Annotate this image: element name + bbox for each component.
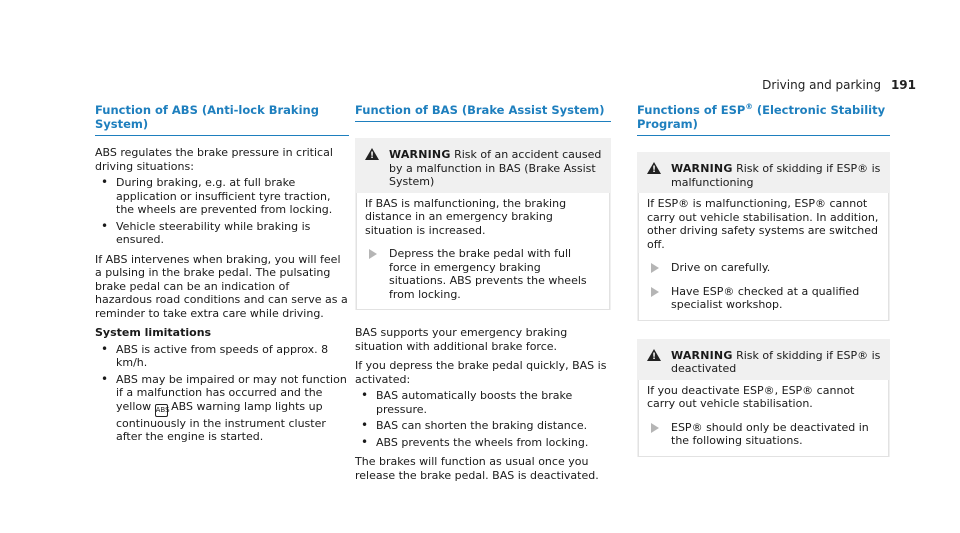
arrow-icon [651,423,659,433]
abs-bullets [95,176,349,247]
esp-title-b: (Electronic Stability Program) [637,103,886,131]
instruction-step [647,261,880,275]
limits-list [95,343,349,444]
warning-text: Risk of skidding if ESP® is deactivated [671,348,881,375]
list-item: • ABS is active from speeds of approx. 8 km/h. [95,343,349,370]
column-esp [637,103,890,458]
step-text: Depress the brake pedal with full force in emergency braking situations. ABS prevents the wheels from locking. [389,247,587,301]
esp-heading [637,103,890,136]
warning-body: If you deactivate ESP®, ESP® cannot carry out vehicle stabilisation. [647,383,855,410]
warning-icon [647,162,661,174]
abs-heading: Function of ABS (Anti-lock Braking System) [95,103,349,136]
step-text: ESP® should only be deactivated in the following situations. [671,420,869,447]
reg-mark: ® [745,102,753,111]
warning-icon [365,148,379,160]
warning-box [355,138,611,310]
warning-label: WARNING [671,162,733,175]
arrow-icon [369,249,377,259]
column-abs [95,103,349,444]
abs-warning-icon: ABS [155,404,168,417]
warning-body: If BAS is malfunctioning, the braking distance in an emergency braking situation is increased. [365,196,567,237]
warning-text: Risk of skidding if ESP® is malfunctioning [671,162,881,189]
warning-label: WARNING [389,148,451,161]
bas-bullets [355,389,611,449]
list-item [95,373,349,444]
bas-p1: BAS supports your emergency braking situation with additional brake force. [355,326,568,353]
arrow-icon [651,263,659,273]
page-number: 191 [890,78,916,92]
warning-box [637,152,890,321]
limit-text: ABS may be impaired or may not function if a malfunction has occurred and the yellow [116,372,347,413]
arrow-icon [651,287,659,297]
section-title: Driving and parking [762,78,881,92]
warning-icon [647,349,661,361]
warning-text: Risk of an accident caused by a malfunction in BAS (Brake Assist System) [389,148,602,188]
list-item: • BAS can shorten the braking distance. [355,419,611,433]
bas-p2: If you depress the brake pedal quickly, BAS is activated: [355,359,607,386]
column-bas [355,103,611,482]
list-item: • During braking, e.g. at full brake application or insufficient tyre traction, the wheels are prevented from locking. [95,176,349,217]
instruction-step [647,285,880,312]
page-header [762,78,916,92]
bas-p3: The brakes will function as usual once you release the brake pedal. BAS is deactivated. [355,455,599,482]
bas-heading: Function of BAS (Brake Assist System) [355,103,611,122]
limit-text-2: ABS warning lamp lights up continuously in the instrument cluster after the engine is started. [116,399,326,443]
esp-title-a: Functions of ESP [637,103,746,117]
list-item: • ABS prevents the wheels from locking. [355,436,611,450]
warning-label: WARNING [671,348,733,362]
step-text: Have ESP® checked at a qualified specialist workshop. [671,284,860,311]
limits-heading: System limitations [95,326,212,339]
instruction-step [365,247,601,301]
list-item: • Vehicle steerability while braking is ensured. [95,220,349,247]
step-text: Drive on carefully. [671,261,771,274]
warning-box [637,339,890,457]
abs-paragraph: If ABS intervenes when braking, you will feel a pulsing in the brake pedal. The pulsating brake pedal can be an indication of hazardous road conditions and can serve as a reminder to take extra care while driving. [95,252,348,320]
warning-body: If ESP® is malfunctioning, ESP® cannot carry out vehicle stabilisation. In addition, other driving safety systems are switched off. [647,197,879,251]
abs-intro: ABS regulates the brake pressure in critical driving situations: [95,146,333,173]
list-item: • BAS automatically boosts the brake pressure. [355,389,611,416]
instruction-step [647,421,880,448]
